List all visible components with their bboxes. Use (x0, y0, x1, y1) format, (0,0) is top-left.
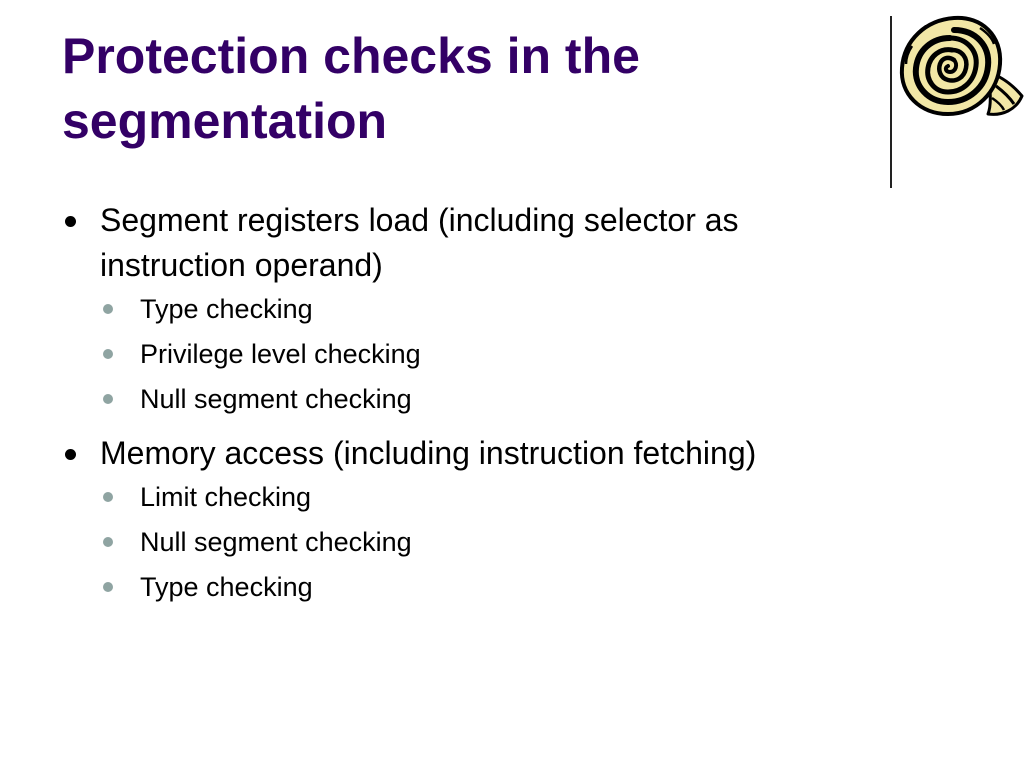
sub-bullet-dot-icon (103, 537, 113, 547)
sub-bullet-text: Type checking (140, 294, 313, 324)
sub-bullet-dot-icon (103, 492, 113, 502)
title-divider (890, 16, 892, 188)
sub-bullet-item (62, 480, 882, 514)
sub-bullet-text: Null segment checking (140, 384, 412, 414)
bullet-item (62, 198, 882, 288)
bullet-dot-icon (65, 449, 76, 460)
sub-bullet-dot-icon (103, 349, 113, 359)
bullet-text: Memory access (including instruction fetching) (100, 435, 757, 471)
sub-bullet-text: Type checking (140, 572, 313, 602)
slide-title-line-2: segmentation (62, 93, 388, 149)
slide-title (62, 24, 842, 154)
sub-bullet-item (62, 382, 882, 416)
sub-bullet-text: Limit checking (140, 482, 312, 512)
sub-bullet-dot-icon (103, 394, 113, 404)
sub-bullet-item (62, 570, 882, 604)
slide-title-line-1: Protection checks in the (62, 28, 640, 84)
sub-bullet-text: Null segment checking (140, 527, 412, 557)
bullet-item (62, 431, 882, 476)
sub-bullet-item (62, 292, 882, 326)
bullet-text: Segment registers load (including selector as instruction operand) (100, 202, 739, 283)
sub-bullet-item (62, 525, 882, 559)
sub-bullet-dot-icon (103, 582, 113, 592)
rolled-scroll-icon (896, 10, 1024, 122)
bullet-list (62, 198, 882, 615)
bullet-dot-icon (65, 216, 76, 227)
sub-bullet-item (62, 337, 882, 371)
sub-bullet-dot-icon (103, 304, 113, 314)
sub-bullet-text: Privilege level checking (140, 339, 421, 369)
